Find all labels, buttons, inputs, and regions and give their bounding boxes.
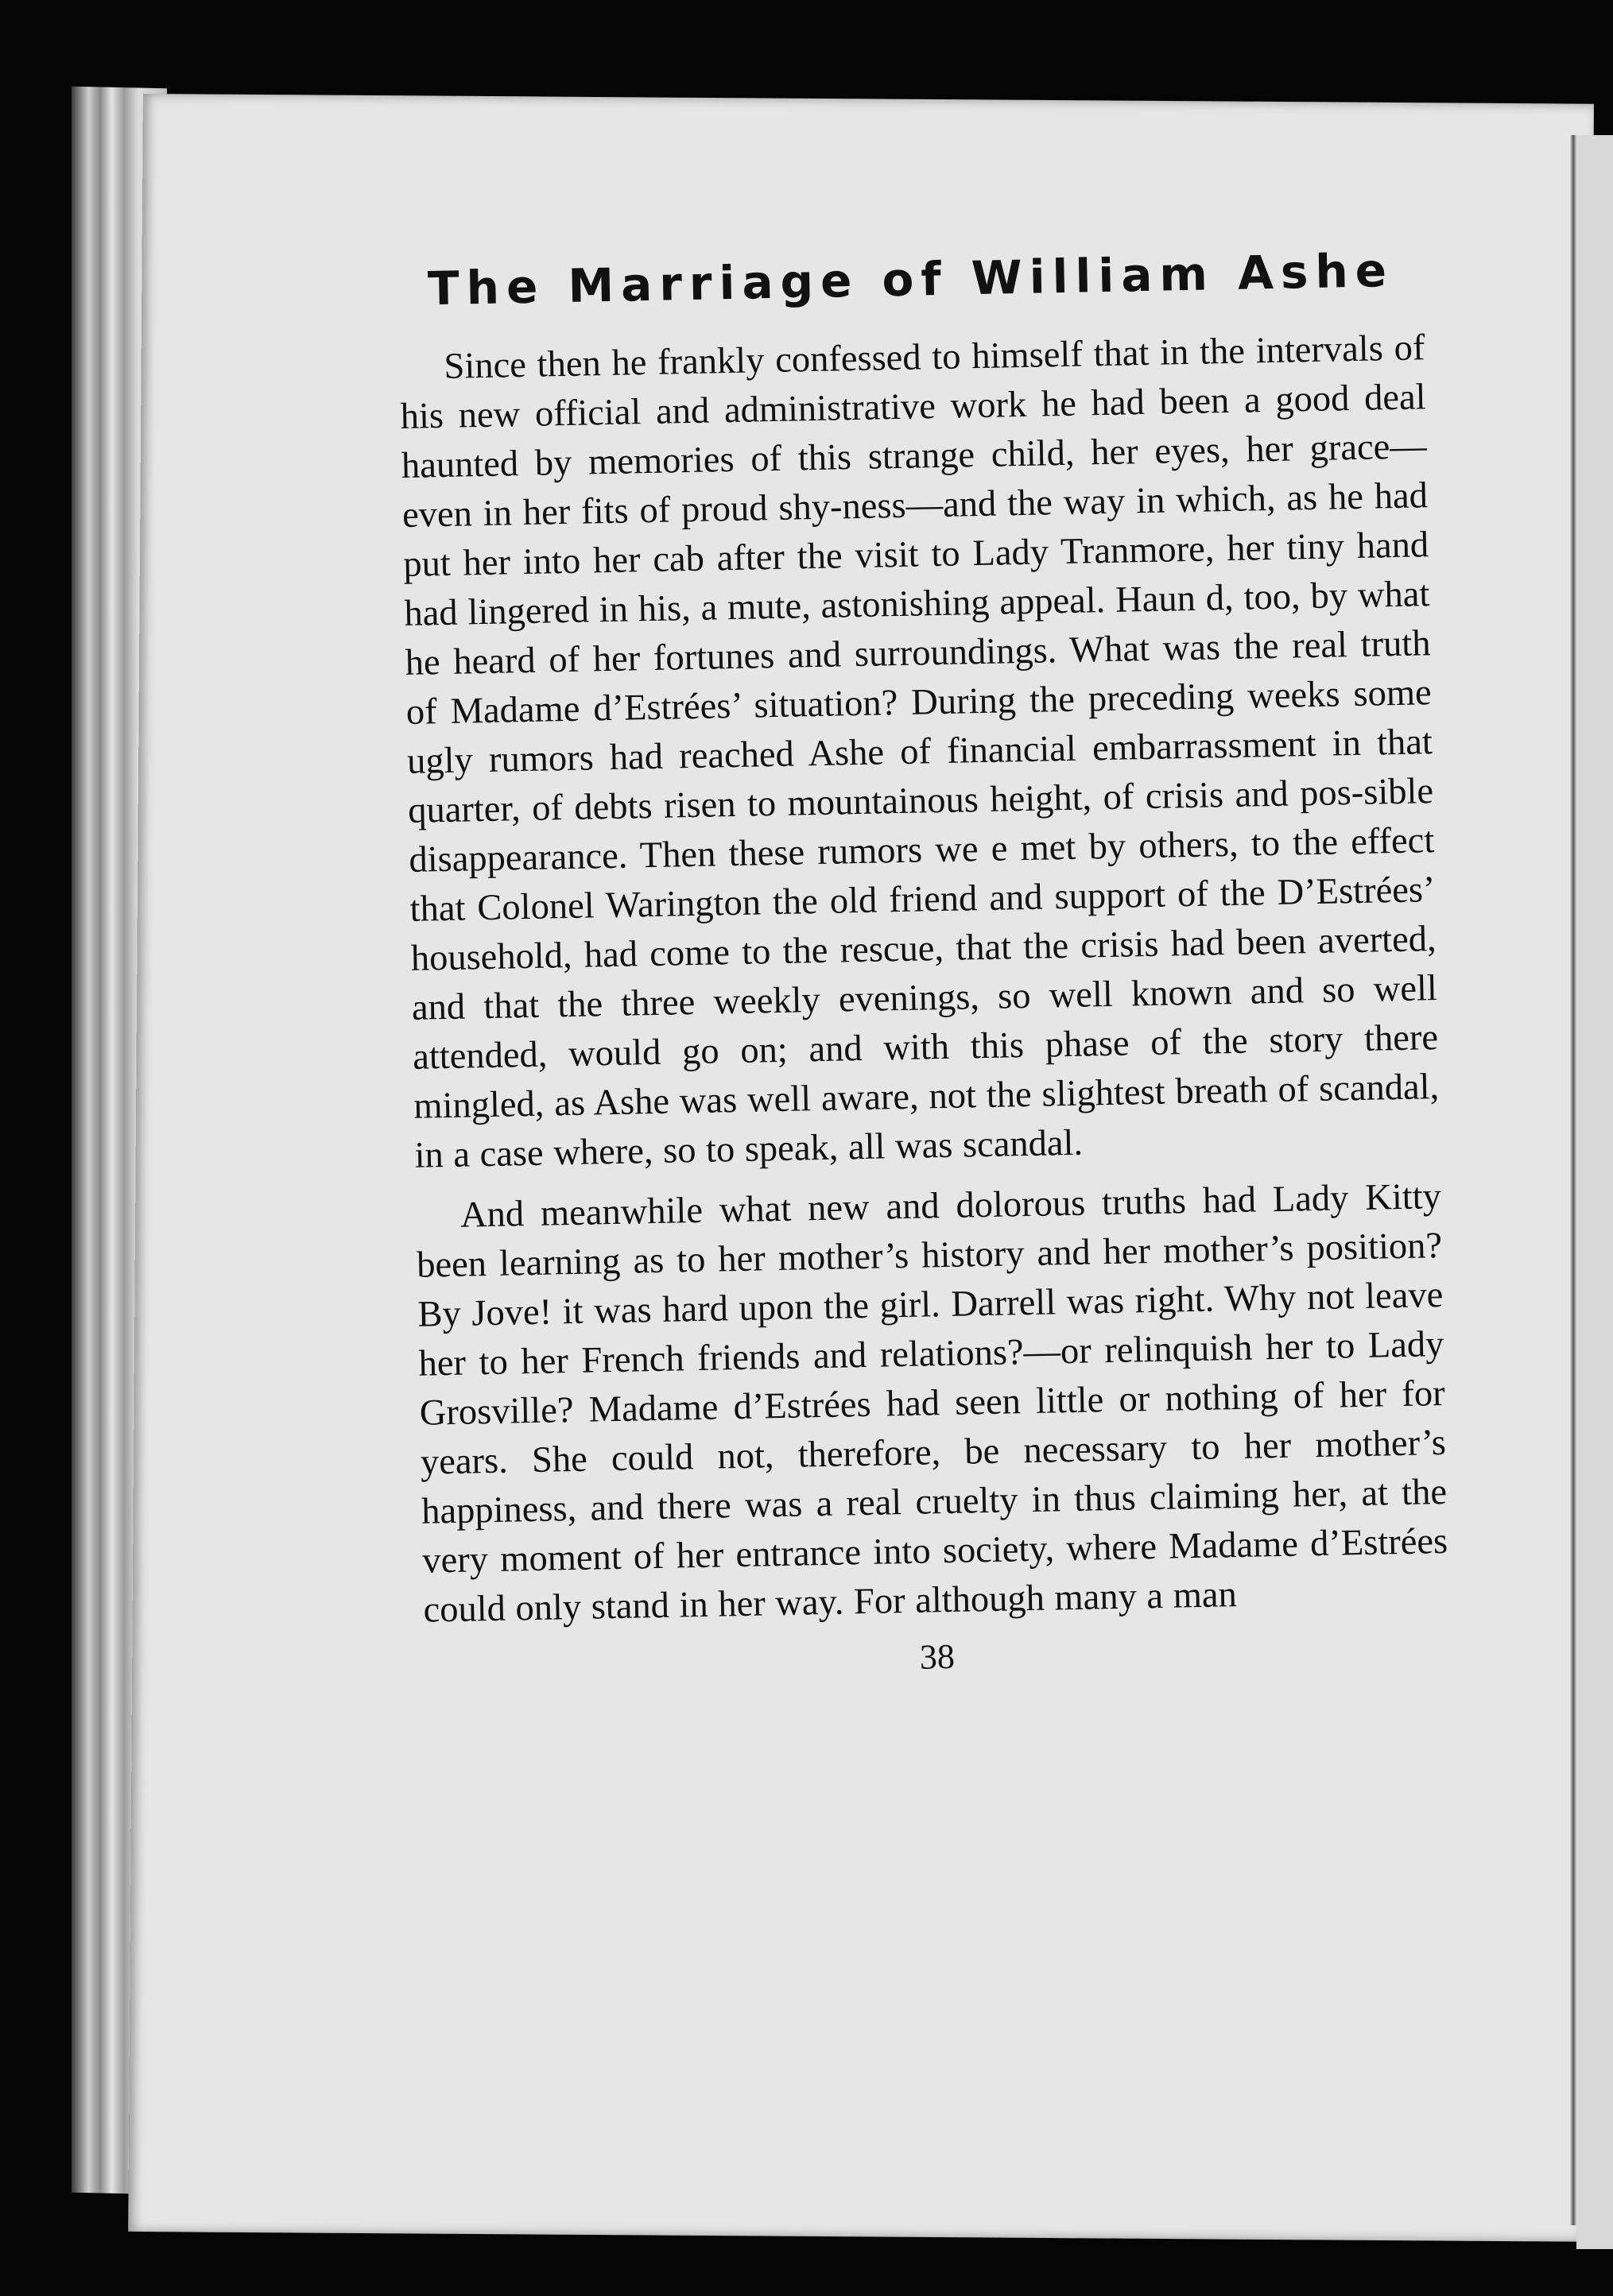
- running-head: The Marriage of William Ashe: [427, 242, 1394, 316]
- paragraph-1: Since then he frankly confessed to himself that in the intervals of his new official and administrative work he had been a good deal haunted by memories of this strange child, her eyes, her grace—even in her fits of proud shy-ness—and the way in which, as he had put her into her cab after the visit to Lady Tranmore, her tiny hand had lingered in his, a mute, astonishing appeal. Haun d, too, by what he heard of her fortunes and surroundings. What was the real truth of Madame d’Estrées’ situation? During the preceding weeks some ugly rumors had reached Ashe of financial embarrassment in that quarter, of debts risen to mountainous height, of crisis and pos-sible disappearance. Then these rumors we e met by others, to the effect that Colonel Warington the old friend and support of the D’Estrées’ household, had come to the rescue, that the crisis had been averted, and that the three weekly evenings, so well known and so well attended, would go on; and with this phase of the story there mingled, as Ashe was well aware, not the slightest breath of scandal, in a case where, so to speak, all was scandal.: [400, 327, 1440, 1176]
- page-gutter: [1570, 135, 1576, 2225]
- page-number: 38: [919, 1636, 956, 1677]
- facing-page-edge: [1576, 135, 1613, 2249]
- paragraph-2: And meanwhile what new and dolorous truths had Lady Kitty been learning as to her mother’s history and her mother’s position? By Jove! it was hard upon the girl. Darrell was right. Why not leave her to her French friends and relations?—or relinquish her to Lady Grosville? Madame d’Estrées had seen little or nothing of her for years. She could not, therefore, be necessary to her mother’s happiness, and there was a real cruelty in thus claiming her, at the very moment of her entrance into society, where Madame d’Estrées could only stand in her way. For although many a man: [416, 1176, 1448, 1631]
- page-text-block: [397, 242, 1450, 1686]
